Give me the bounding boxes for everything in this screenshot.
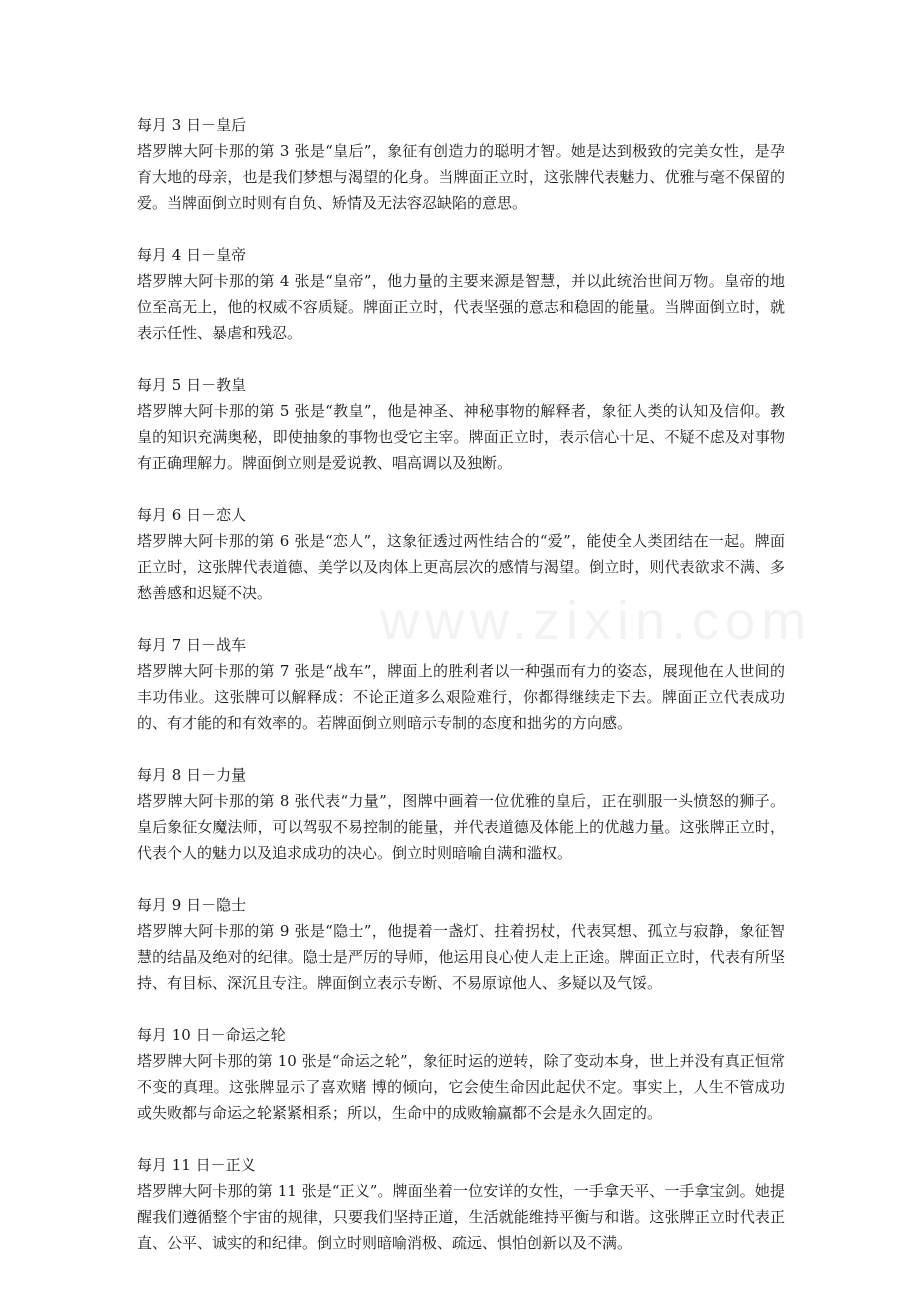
entry-title: 每月 4 日－皇帝 <box>137 246 247 264</box>
entry-strength <box>137 762 785 866</box>
entry-body: 塔罗牌大阿卡那的第 3 张是“皇后”，象征有创造力的聪明才智。她是达到极致的完美女性，是孕育大地的母亲，也是我们梦想与渴望的化身。当牌面正立时，这张牌代表魅力、优雅与毫不保留的爱。当牌面倒立时则有自负、矫情及无法容忍缺陷的意思。 <box>137 142 785 212</box>
entry-title: 每月 9 日－隐士 <box>137 896 247 914</box>
entry-body: 塔罗牌大阿卡那的第 9 张是“隐士”，他提着一盏灯、拄着拐杖，代表冥想、孤立与寂静，象征智慧的结晶及绝对的纪律。隐士是严厉的导师，他运用良心使人走上正途。牌面正立时，代表有所坚持、有目标、深沉且专注。牌面倒立表示专断、不易原谅他人、多疑以及气馁。 <box>137 922 785 992</box>
entry-emperor <box>137 242 785 346</box>
entry-chariot <box>137 632 785 736</box>
entry-body: 塔罗牌大阿卡那的第 4 张是“皇帝”，他力量的主要来源是智慧，并以此统治世间万物。皇帝的地位至高无上，他的权威不容质疑。牌面正立时，代表坚强的意志和稳固的能量。当牌面倒立时，就表示任性、暴虐和残忍。 <box>137 272 785 342</box>
entry-body: 塔罗牌大阿卡那的第 7 张是“战车”，牌面上的胜利者以一种强而有力的姿态，展现他在人世间的丰功伟业。这张牌可以解释成：不论正道多么艰险难行，你都得继续走下去。牌面正立代表成功的、有才能的和有效率的。若牌面倒立则暗示专制的态度和拙劣的方向感。 <box>137 662 785 732</box>
entry-justice <box>137 1152 785 1256</box>
document-page <box>137 112 785 1282</box>
entry-wheel-of-fortune <box>137 1022 785 1126</box>
entry-title: 每月 3 日－皇后 <box>137 116 247 134</box>
entry-body: 塔罗牌大阿卡那的第 5 张是“教皇”，他是神圣、神秘事物的解释者，象征人类的认知及信仰。教皇的知识充满奥秘，即使抽象的事物也受它主宰。牌面正立时，表示信心十足、不疑不虑及对事物有正确理解力。牌面倒立则是爱说教、唱高调以及独断。 <box>137 402 785 472</box>
entry-body: 塔罗牌大阿卡那的第 6 张是“恋人”，这象征透过两性结合的“爱”，能使全人类团结在一起。牌面正立时，这张牌代表道德、美学以及肉体上更高层次的感情与渴望。倒立时，则代表欲求不满、多愁善感和迟疑不决。 <box>137 532 785 602</box>
entry-hierophant <box>137 372 785 476</box>
entry-title: 每月 11 日－正义 <box>137 1156 256 1174</box>
entry-title: 每月 6 日－恋人 <box>137 506 247 524</box>
entry-empress <box>137 112 785 216</box>
entry-title: 每月 8 日－力量 <box>137 766 247 784</box>
entry-hermit <box>137 892 785 996</box>
watermark: www.zixin.com <box>380 591 813 651</box>
entry-title: 每月 7 日－战车 <box>137 636 247 654</box>
entry-title: 每月 10 日－命运之轮 <box>137 1026 286 1044</box>
entry-body: 塔罗牌大阿卡那的第 11 张是“正义”。牌面坐着一位安详的女性，一手拿天平、一手拿宝剑。她提醒我们遵循整个宇宙的规律，只要我们坚持正道，生活就能维持平衡与和谐。这张牌正立时代表正直、公平、诚实的和纪律。倒立时则暗喻消极、疏远、惧怕创新以及不满。 <box>137 1182 785 1252</box>
entry-body: 塔罗牌大阿卡那的第 8 张代表“力量”，图牌中画着一位优雅的皇后，正在驯服一头愤怒的狮子。皇后象征女魔法师，可以驾驭不易控制的能量，并代表道德及体能上的优越力量。这张牌正立时，代表个人的魅力以及追求成功的决心。倒立时则暗喻自满和滥权。 <box>137 792 785 862</box>
entry-body: 塔罗牌大阿卡那的第 10 张是“命运之轮”，象征时运的逆转，除了变动本身，世上并没有真正恒常不变的真理。这张牌显示了喜欢赌 博的倾向，它会使生命因此起伏不定。事实上，人生不管成功或失败都与命运之轮紧紧相系；所以，生命中的成败输赢都不会是永久固定的。 <box>137 1052 785 1122</box>
entry-title: 每月 5 日－教皇 <box>137 376 247 394</box>
entry-lovers <box>137 502 785 606</box>
